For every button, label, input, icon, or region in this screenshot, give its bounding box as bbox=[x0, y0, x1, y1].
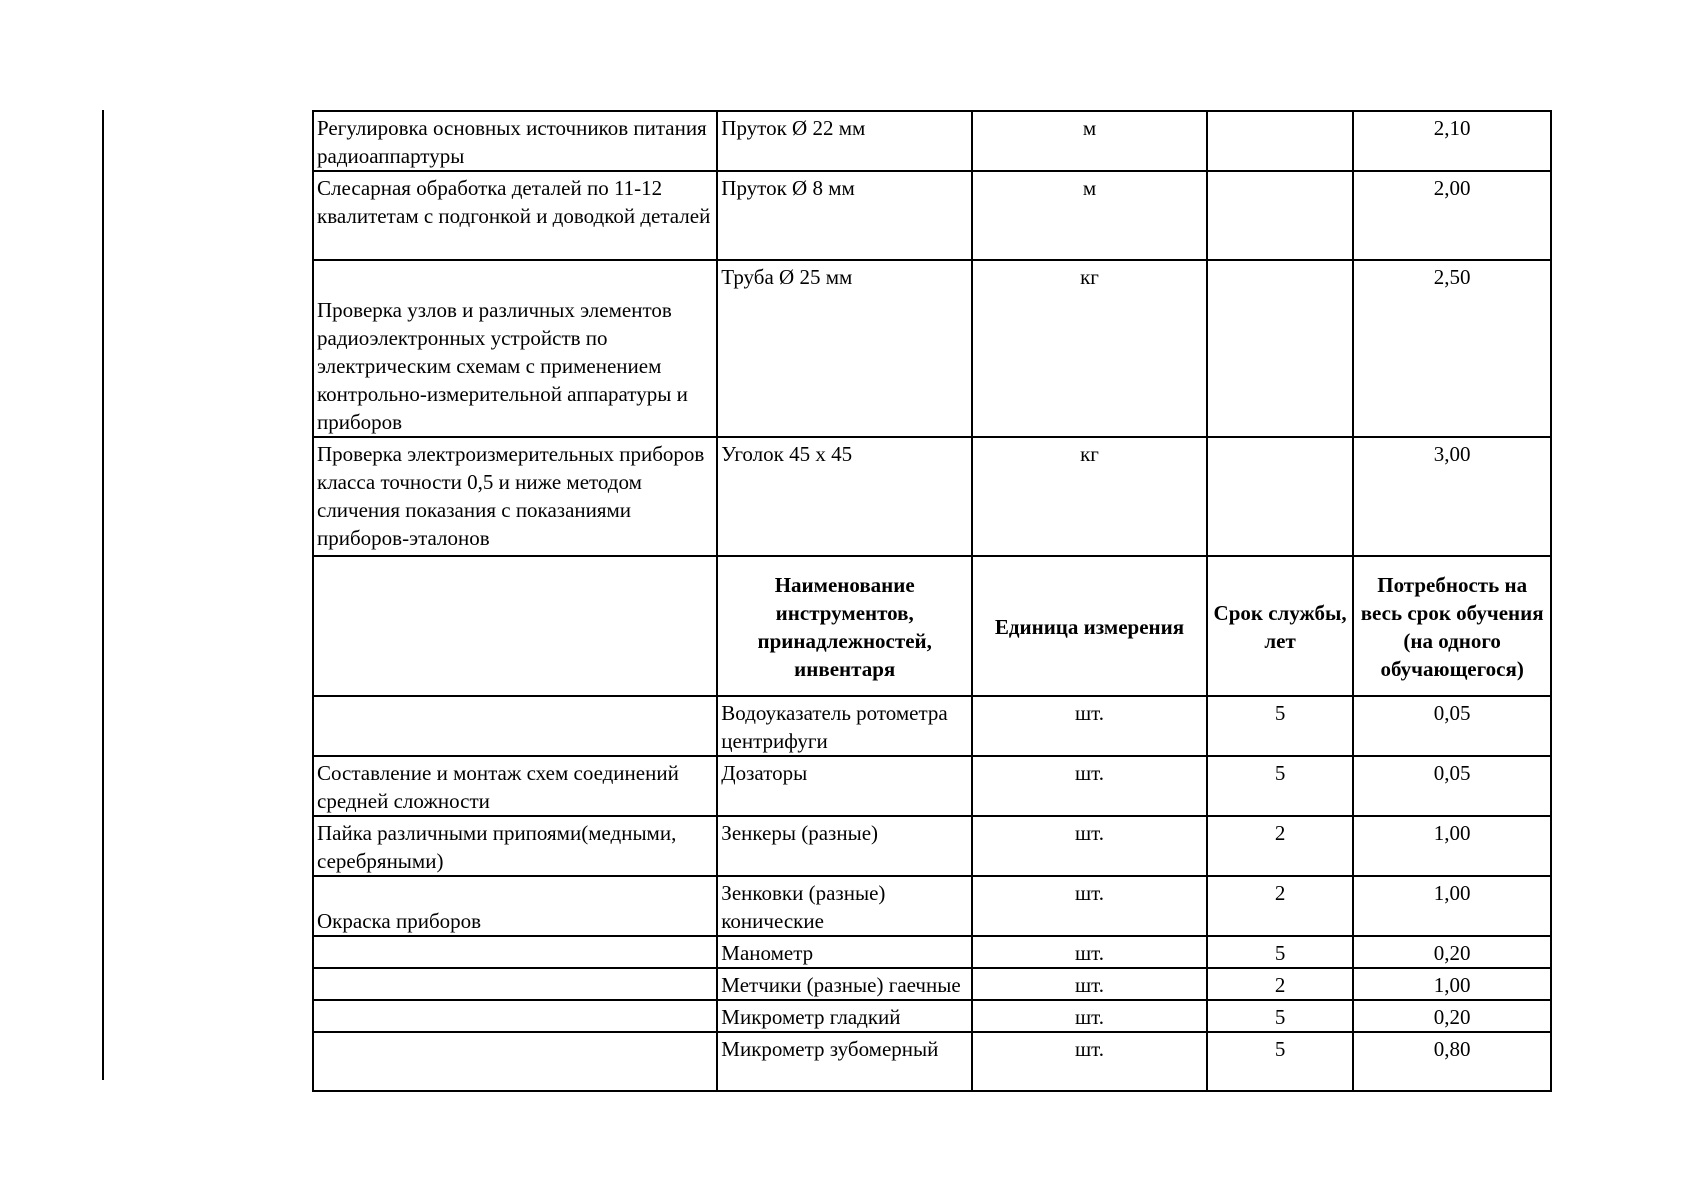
table-row bbox=[313, 171, 1551, 260]
need-cell: 0,05 bbox=[1353, 756, 1551, 816]
item-cell: Пруток Ø 22 мм bbox=[717, 111, 972, 171]
header-life: Срок службы, лет bbox=[1207, 556, 1353, 696]
item-cell: Уголок 45 х 45 bbox=[717, 437, 972, 556]
life-cell bbox=[1207, 437, 1353, 556]
item-cell: Зенковки (разные) конические bbox=[717, 876, 972, 936]
unit-cell: шт. bbox=[972, 876, 1207, 936]
item-cell: Манометр bbox=[717, 936, 972, 968]
need-cell: 2,10 bbox=[1353, 111, 1551, 171]
work-cell: Регулировка основных источников питания радиоаппартуры bbox=[313, 111, 717, 171]
table-row bbox=[313, 1032, 1551, 1091]
unit-cell: кг bbox=[972, 260, 1207, 437]
item-cell: Микрометр зубомерный bbox=[717, 1032, 972, 1091]
table-header-row bbox=[313, 556, 1551, 696]
item-cell: Пруток Ø 8 мм bbox=[717, 171, 972, 260]
table-row bbox=[313, 816, 1551, 876]
need-cell: 0,20 bbox=[1353, 1000, 1551, 1032]
work-cell bbox=[313, 696, 717, 756]
unit-cell: кг bbox=[972, 437, 1207, 556]
item-cell: Дозаторы bbox=[717, 756, 972, 816]
need-cell: 0,20 bbox=[1353, 936, 1551, 968]
unit-cell: шт. bbox=[972, 1032, 1207, 1091]
unit-cell: м bbox=[972, 171, 1207, 260]
item-cell: Зенкеры (разные) bbox=[717, 816, 972, 876]
header-need: Потребность на весь срок обучения (на одного обучающегося) bbox=[1353, 556, 1551, 696]
unit-cell: шт. bbox=[972, 696, 1207, 756]
item-cell: Метчики (разные) гаечные bbox=[717, 968, 972, 1000]
need-cell: 3,00 bbox=[1353, 437, 1551, 556]
life-cell bbox=[1207, 111, 1353, 171]
life-cell: 5 bbox=[1207, 696, 1353, 756]
work-cell: Проверка узлов и различных элементов радиоэлектронных устройств по электрическим схемам с применением контрольно-измерительной аппаратуры и приборов bbox=[313, 260, 717, 437]
need-cell: 1,00 bbox=[1353, 968, 1551, 1000]
life-cell bbox=[1207, 260, 1353, 437]
unit-cell: м bbox=[972, 111, 1207, 171]
work-cell: Окраска приборов bbox=[313, 876, 717, 936]
item-cell: Микрометр гладкий bbox=[717, 1000, 972, 1032]
work-cell: Проверка электроизмерительных приборов класса точности 0,5 и ниже методом сличения показания с показаниями приборов-эталонов bbox=[313, 437, 717, 556]
life-cell: 2 bbox=[1207, 816, 1353, 876]
need-cell: 2,50 bbox=[1353, 260, 1551, 437]
unit-cell: шт. bbox=[972, 1000, 1207, 1032]
item-cell: Труба Ø 25 мм bbox=[717, 260, 972, 437]
need-cell: 1,00 bbox=[1353, 876, 1551, 936]
table-row bbox=[313, 437, 1551, 556]
life-cell bbox=[1207, 171, 1353, 260]
work-cell: Слесарная обработка деталей по 11-12 квалитетам с подгонкой и доводкой деталей bbox=[313, 171, 717, 260]
life-cell: 5 bbox=[1207, 1032, 1353, 1091]
life-cell: 2 bbox=[1207, 876, 1353, 936]
work-cell bbox=[313, 968, 717, 1000]
work-cell: Составление и монтаж схем соединений средней сложности bbox=[313, 756, 717, 816]
unit-cell: шт. bbox=[972, 756, 1207, 816]
table-row bbox=[313, 696, 1551, 756]
table-row bbox=[313, 876, 1551, 936]
work-cell bbox=[313, 1000, 717, 1032]
table-row bbox=[313, 260, 1551, 437]
materials-table bbox=[312, 110, 1552, 1092]
unit-cell: шт. bbox=[972, 936, 1207, 968]
need-cell: 0,05 bbox=[1353, 696, 1551, 756]
unit-cell: шт. bbox=[972, 968, 1207, 1000]
work-cell bbox=[313, 1032, 717, 1091]
item-cell: Водоуказатель ротометра центрифуги bbox=[717, 696, 972, 756]
life-cell: 5 bbox=[1207, 756, 1353, 816]
table-row bbox=[313, 936, 1551, 968]
work-cell: Пайка различными припоями(медными, серебряными) bbox=[313, 816, 717, 876]
table-row bbox=[313, 1000, 1551, 1032]
table-row bbox=[313, 968, 1551, 1000]
life-cell: 5 bbox=[1207, 1000, 1353, 1032]
margin-rule bbox=[102, 110, 104, 1080]
need-cell: 1,00 bbox=[1353, 816, 1551, 876]
table-row bbox=[313, 111, 1551, 171]
unit-cell: шт. bbox=[972, 816, 1207, 876]
header-work bbox=[313, 556, 717, 696]
table-row bbox=[313, 756, 1551, 816]
life-cell: 2 bbox=[1207, 968, 1353, 1000]
work-cell bbox=[313, 936, 717, 968]
life-cell: 5 bbox=[1207, 936, 1353, 968]
need-cell: 0,80 bbox=[1353, 1032, 1551, 1091]
header-item: Наименование инструментов, принадлежностей, инвентаря bbox=[717, 556, 972, 696]
header-unit: Единица измерения bbox=[972, 556, 1207, 696]
need-cell: 2,00 bbox=[1353, 171, 1551, 260]
